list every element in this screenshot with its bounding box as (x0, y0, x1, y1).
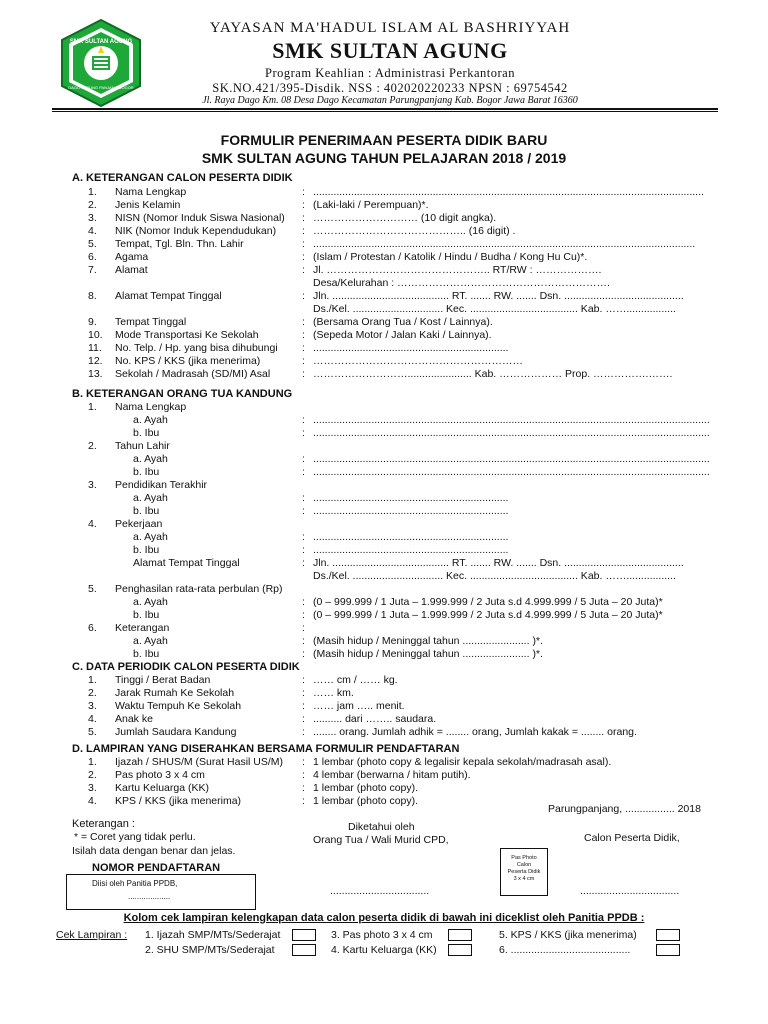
row-label: b. Ibu (133, 648, 160, 660)
form-row (0, 756, 768, 769)
row-value[interactable]: (Masih hidup / Meninggal tahun ....................... )*. (313, 648, 543, 660)
row-label: Pendidikan Terakhir (115, 479, 208, 491)
row-colon: : (302, 505, 305, 517)
row-number: 1. (88, 186, 97, 198)
row-label: Tahun Lahir (115, 440, 170, 452)
row-label: a. Ayah (133, 414, 168, 426)
row-label: Alamat (115, 264, 148, 276)
row-number: 8. (88, 290, 97, 302)
school-address: Jl. Raya Dago Km. 08 Desa Dago Kecamatan Parungpanjang Kab. Bogor Jawa Barat 16360 (202, 95, 578, 106)
row-colon: : (302, 251, 305, 263)
form-row (0, 290, 768, 303)
row-value[interactable]: .......... dari …….. saudara. (313, 713, 437, 725)
row-number: 1. (88, 401, 97, 413)
row-label: Sekolah / Madrasah (SD/MI) Asal (115, 368, 271, 380)
row-number: 3. (88, 700, 97, 712)
row-colon: : (302, 414, 305, 426)
form-row (0, 414, 768, 427)
row-value[interactable]: Jln. ........................................ RT. ....... RW. ....... Dsn. ......................................... (313, 557, 684, 569)
logo-bottom-text: DAGO PARUNG PANJANG BOGOR (68, 85, 134, 90)
row-number: 12. (88, 355, 103, 367)
section-c-heading: C. DATA PERIODIK CALON PESERTA DIDIK (72, 661, 300, 673)
form-row (0, 531, 768, 544)
row-colon: : (302, 531, 305, 543)
checkbox-ijazah[interactable] (292, 929, 316, 941)
row-label: Nama Lengkap (115, 401, 187, 413)
row-label: Agama (115, 251, 149, 263)
row-colon: : (302, 557, 305, 569)
row-colon: : (302, 329, 305, 341)
photo-placeholder (500, 848, 548, 896)
row-label: b. Ibu (133, 544, 160, 556)
row-label: Alamat Tempat Tinggal (133, 557, 240, 569)
row-number: 3. (88, 782, 97, 794)
row-value[interactable]: ........................................................................................................................................ (313, 427, 710, 439)
checkbox-kk[interactable] (448, 944, 472, 956)
row-value[interactable]: …… cm / …… kg. (313, 674, 398, 686)
form-row (0, 492, 768, 505)
form-row (0, 769, 768, 782)
row-colon: : (302, 648, 305, 660)
row-label: Ijazah / SHUS/M (Surat Hasil US/M) (115, 756, 284, 768)
form-row (0, 303, 768, 316)
row-label: b. Ibu (133, 427, 160, 439)
row-value[interactable]: 1 lembar (photo copy). (313, 795, 419, 807)
row-colon: : (302, 544, 305, 556)
form-row (0, 440, 768, 453)
form-row (0, 687, 768, 700)
row-value[interactable]: ........................................................................................................................................ (313, 466, 710, 478)
row-label: Tempat, Tgl. Bln. Thn. Lahir (115, 238, 244, 250)
row-value[interactable]: Ds./Kel. ............................... Kec. ..................................... Kab. ……................. (313, 303, 676, 315)
row-label: b. Ibu (133, 466, 160, 478)
form-row (0, 238, 768, 251)
form-row (0, 544, 768, 557)
row-value[interactable]: ................................................................... (313, 342, 509, 354)
row-number: 3. (88, 479, 97, 491)
row-colon: : (302, 756, 305, 768)
note-strike: * = Coret yang tidak perlu. (74, 831, 196, 843)
row-value[interactable]: 1 lembar (photo copy & legalisir kepala sekolah/madrasah asal). (313, 756, 612, 768)
form-row (0, 583, 768, 596)
row-label: a. Ayah (133, 453, 168, 465)
row-colon: : (302, 726, 305, 738)
row-label: NISN (Nomor Induk Siswa Nasional) (115, 212, 285, 224)
row-label: Anak ke (115, 713, 153, 725)
row-label: Tinggi / Berat Badan (115, 674, 211, 686)
form-row (0, 674, 768, 687)
row-value[interactable]: 4 lembar (berwarna / hitam putih). (313, 769, 471, 781)
row-number: 3. (88, 212, 97, 224)
row-value[interactable]: (Islam / Protestan / Katolik / Hindu / Budha / Kong Hu Cu)*. (313, 251, 588, 263)
registration-filled-by: Diisi oleh Panitia PPDB, (92, 879, 178, 888)
row-label: Alamat Tempat Tinggal (115, 290, 222, 302)
row-number: 2. (88, 440, 97, 452)
row-colon: : (302, 342, 305, 354)
form-row (0, 427, 768, 440)
form-row (0, 557, 768, 570)
photo-text-3: Peserta Didik (507, 869, 541, 875)
registration-numbers: SK.NO.421/395-Disdik. NSS : 402020220233 NPSN : 69754542 (212, 81, 568, 95)
form-row (0, 700, 768, 713)
row-label: Pekerjaan (115, 518, 163, 530)
section-d-heading: D. LAMPIRAN YANG DISERAHKAN BERSAMA FORMULIR PENDAFTARAN (72, 743, 460, 755)
row-label: No. KPS / KKS (jika menerima) (115, 355, 261, 367)
row-colon: : (302, 674, 305, 686)
row-label: No. Telp. / Hp. yang bisa dihubungi (115, 342, 278, 354)
form-row (0, 368, 768, 381)
row-value[interactable]: Jl. ……………………………………….. RT/RW : ………………. (313, 264, 602, 276)
row-label: b. Ibu (133, 609, 160, 621)
row-colon: : (302, 368, 305, 380)
row-number: 5. (88, 726, 97, 738)
registration-number-dots: ................... (128, 892, 171, 901)
row-value[interactable]: Ds./Kel. ............................... Kec. ..................................... Kab. ……................. (313, 570, 676, 582)
row-value[interactable]: ........ orang. Jumlah adhik = ........ orang, Jumlah kakak = ........ orang. (313, 726, 637, 738)
row-label: b. Ibu (133, 505, 160, 517)
row-number: 7. (88, 264, 97, 276)
candidate-signature-line[interactable]: .................................. (580, 885, 680, 897)
row-colon: : (302, 782, 305, 794)
row-colon: : (302, 355, 305, 367)
row-label: Waktu Tempuh Ke Sekolah (115, 700, 242, 712)
form-row (0, 609, 768, 622)
form-row (0, 466, 768, 479)
form-row (0, 453, 768, 466)
checklist-item-shu: 2. SHU SMP/MTs/Sederajat (145, 944, 275, 956)
row-label: a. Ayah (133, 531, 168, 543)
letterhead-divider (52, 108, 718, 110)
note-fill-clearly: Isilah data dengan benar dan jelas. (72, 845, 236, 857)
form-row (0, 212, 768, 225)
checklist-item-other: 6. ......................................... (499, 944, 631, 956)
row-value[interactable]: ………………………...................... Kab. ……………… Prop. …………….……. (313, 368, 673, 380)
row-value[interactable]: ................................................................... (313, 505, 509, 517)
form-row (0, 713, 768, 726)
checklist-item-photo: 3. Pas photo 3 x 4 cm (331, 929, 433, 941)
form-row (0, 518, 768, 531)
checkbox-kps[interactable] (656, 929, 680, 941)
row-number: 4. (88, 795, 97, 807)
form-row (0, 726, 768, 739)
row-colon: : (302, 199, 305, 211)
row-colon: : (302, 238, 305, 250)
form-row (0, 329, 768, 342)
row-value[interactable]: ................................................................... (313, 492, 509, 504)
row-colon: : (302, 635, 305, 647)
row-colon: : (302, 212, 305, 224)
row-label: Nama Lengkap (115, 186, 187, 198)
form-row (0, 342, 768, 355)
row-value[interactable]: ................................................................... (313, 544, 509, 556)
known-by-label: Diketahui oleh (348, 821, 415, 833)
row-number: 13. (88, 368, 103, 380)
section-a-heading: A. KETERANGAN CALON PESERTA DIDIK (72, 172, 293, 184)
row-label: Penghasilan rata-rata perbulan (Rp) (115, 583, 283, 595)
row-label: Jarak Rumah Ke Sekolah (115, 687, 235, 699)
row-label: Tempat Tinggal (115, 316, 187, 328)
checkbox-shu[interactable] (292, 944, 316, 956)
row-value[interactable]: …………………………………….. (16 digit) . (313, 225, 516, 237)
foundation-name: YAYASAN MA'HADUL ISLAM AL BASHRIYYAH (209, 20, 571, 36)
form-row (0, 782, 768, 795)
photo-text-4: 3 x 4 cm (513, 876, 535, 882)
form-row (0, 648, 768, 661)
row-colon: : (302, 622, 305, 634)
row-value[interactable]: ...................................................................................................................................... (313, 186, 704, 198)
row-colon: : (302, 492, 305, 504)
row-value[interactable]: 1 lembar (photo copy). (313, 782, 419, 794)
checkbox-other[interactable] (656, 944, 680, 956)
row-value[interactable]: (Bersama Orang Tua / Kost / Lainnya). (313, 316, 493, 328)
row-label: a. Ayah (133, 596, 168, 608)
row-colon: : (302, 186, 305, 198)
checklist-item-kps: 5. KPS / KKS (jika menerima) (499, 929, 637, 941)
form-row (0, 479, 768, 492)
form-title: FORMULIR PENERIMAAN PESERTA DIDIK BARU (220, 132, 548, 148)
letterhead-divider-thin (52, 111, 718, 112)
checklist-heading: Kolom cek lampiran kelengkapan data calon peserta didik di bawah ini diceklist oleh Panitia PPDB : (123, 912, 645, 924)
row-number: 1. (88, 674, 97, 686)
row-label: Keterangan (115, 622, 170, 634)
row-value[interactable]: (Laki-laki / Perempuan)*. (313, 199, 429, 211)
row-number: 4. (88, 225, 97, 237)
form-row (0, 596, 768, 609)
logo-top-text: SMK SULTAN AGUNG (69, 39, 133, 45)
form-row (0, 355, 768, 368)
school-name: SMK SULTAN AGUNG (272, 38, 508, 63)
form-row (0, 199, 768, 212)
row-value[interactable]: (0 – 999.999 / 1 Juta – 1.999.999 / 2 Juta s.d 4.999.999 / 5 Juta – 20 Juta)* (313, 609, 663, 621)
row-label: Jumlah Saudara Kandung (115, 726, 237, 738)
row-colon: : (302, 290, 305, 302)
row-value[interactable]: (0 – 999.999 / 1 Juta – 1.999.999 / 2 Juta s.d 4.999.999 / 5 Juta – 20 Juta)* (313, 596, 663, 608)
form-row (0, 251, 768, 264)
row-number: 6. (88, 622, 97, 634)
row-number: 2. (88, 687, 97, 699)
row-value[interactable]: ................................................................... (313, 531, 509, 543)
row-label: Kartu Keluarga (KK) (115, 782, 209, 794)
row-label: KPS / KKS (jika menerima) (115, 795, 242, 807)
row-value[interactable]: Desa/Kelurahan : ……………………………………………………. (313, 277, 610, 289)
checklist-item-kk: 4. Kartu Keluarga (KK) (331, 944, 437, 956)
row-number: 2. (88, 769, 97, 781)
row-number: 4. (88, 713, 97, 725)
row-number: 9. (88, 316, 97, 328)
photo-text-2: Calon (516, 862, 532, 868)
row-value[interactable]: …… km. (313, 687, 354, 699)
row-colon: : (302, 769, 305, 781)
row-value[interactable]: (Masih hidup / Meninggal tahun ....................... )*. (313, 635, 543, 647)
row-value[interactable]: (Sepeda Motor / Jalan Kaki / Lainnya). (313, 329, 492, 341)
form-row (0, 505, 768, 518)
form-row (0, 635, 768, 648)
row-number: 5. (88, 238, 97, 250)
row-number: 10. (88, 329, 103, 341)
place-date: Parungpanjang, ................. 2018 (548, 803, 701, 815)
photo-text-1: Pas Photo (511, 855, 537, 861)
form-row (0, 225, 768, 238)
checkbox-photo[interactable] (448, 929, 472, 941)
row-colon: : (302, 264, 305, 276)
row-value[interactable]: ........................................................................................................................................ (313, 414, 710, 426)
row-colon: : (302, 596, 305, 608)
row-value[interactable]: …… jam ….. menit. (313, 700, 405, 712)
row-value[interactable]: Jln. ........................................ RT. ....... RW. ....... Dsn. ......................................... (313, 290, 684, 302)
row-colon: : (302, 427, 305, 439)
row-colon: : (302, 795, 305, 807)
row-colon: : (302, 687, 305, 699)
form-row (0, 264, 768, 277)
row-label: a. Ayah (133, 635, 168, 647)
row-value[interactable]: ................................................................................................................................... (313, 238, 696, 250)
row-number: 6. (88, 251, 97, 263)
form-subtitle: SMK SULTAN AGUNG TAHUN PELAJARAN 2018 / 2019 (201, 150, 567, 166)
form-row (0, 622, 768, 635)
row-number: 2. (88, 199, 97, 211)
row-colon: : (302, 225, 305, 237)
row-colon: : (302, 700, 305, 712)
candidate-label: Calon Peserta Didik, (584, 832, 680, 844)
form-row (0, 186, 768, 199)
row-colon: : (302, 453, 305, 465)
row-number: 5. (88, 583, 97, 595)
parent-signature-line[interactable]: .................................. (330, 885, 430, 897)
row-colon: : (302, 466, 305, 478)
row-number: 1. (88, 756, 97, 768)
row-colon: : (302, 316, 305, 328)
row-number: 11. (88, 342, 102, 354)
row-label: Jenis Kelamin (115, 199, 181, 211)
form-row (0, 401, 768, 414)
row-value[interactable]: …………………………………………………… (313, 355, 523, 367)
row-colon: : (302, 713, 305, 725)
school-logo (56, 18, 146, 108)
checklist-label: Cek Lampiran : (56, 929, 128, 941)
row-label: Pas photo 3 x 4 cm (115, 769, 205, 781)
row-number: 4. (88, 518, 97, 530)
row-value[interactable]: ………………………… (10 digit angka). (313, 212, 497, 224)
form-row (0, 277, 768, 290)
section-b-heading: B. KETERANGAN ORANG TUA KANDUNG (72, 388, 293, 400)
form-row (0, 570, 768, 583)
row-label: NIK (Nomor Induk Kependudukan) (115, 225, 277, 237)
parent-label: Orang Tua / Wali Murid CPD, (313, 834, 449, 846)
row-value[interactable]: ........................................................................................................................................ (313, 453, 710, 465)
registration-number-title: NOMOR PENDAFTARAN (92, 862, 221, 874)
row-colon: : (302, 609, 305, 621)
program-text: Program Keahlian : Administrasi Perkantoran (265, 66, 515, 80)
form-row (0, 316, 768, 329)
row-label: a. Ayah (133, 492, 168, 504)
checklist-item-ijazah: 1. Ijazah SMP/MTs/Sederajat (145, 929, 281, 941)
notes-title: Keterangan : (72, 818, 135, 830)
row-label: Mode Transportasi Ke Sekolah (115, 329, 259, 341)
